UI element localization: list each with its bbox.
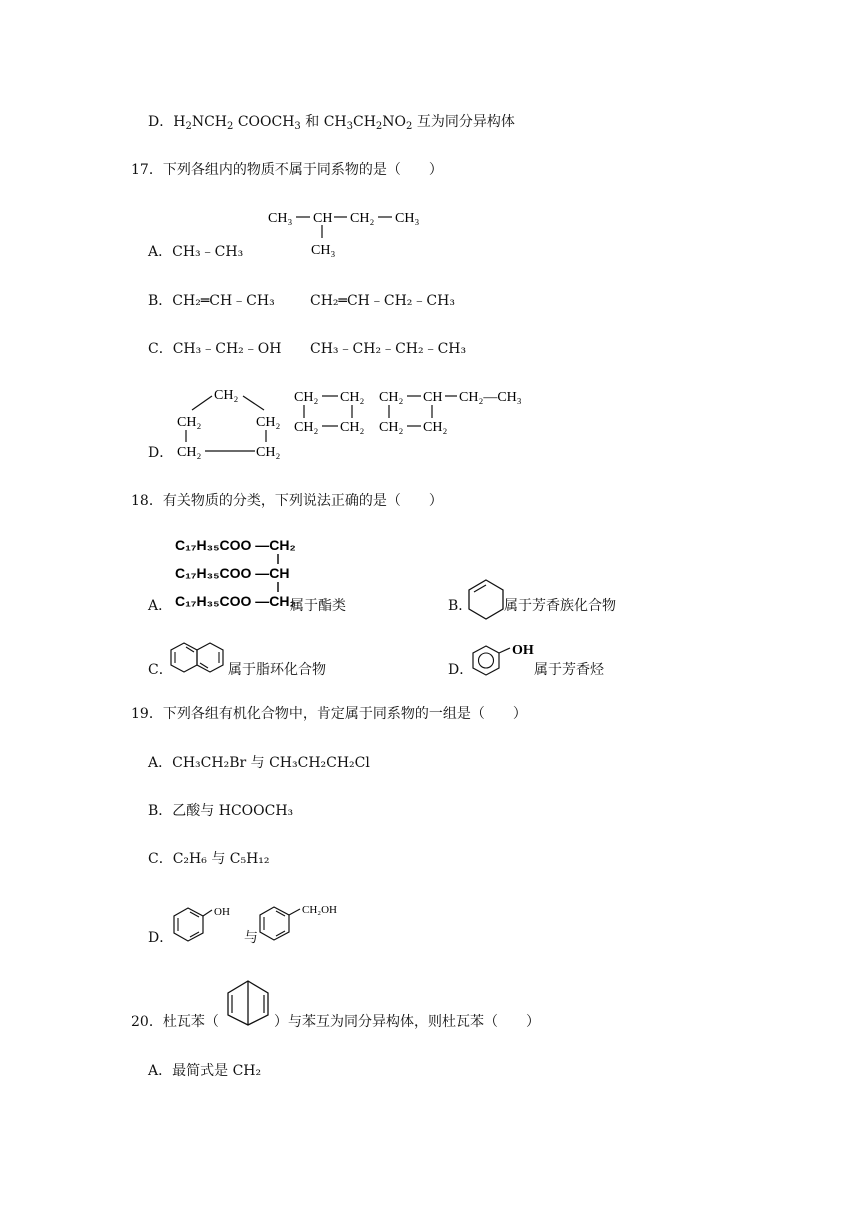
atom: CH₂	[350, 211, 375, 226]
atom: CH₂	[177, 445, 202, 460]
q17-option-b-second: CH₂═CH﹣CH₂﹣CH₃	[310, 293, 455, 309]
q17-option-b: B．CH₂═CH﹣CH₃	[148, 293, 275, 309]
q18-option-a-label: A．	[148, 598, 173, 614]
atom: OH	[214, 906, 230, 918]
option-label: D．	[148, 114, 174, 130]
q17-optA-structure	[265, 204, 435, 258]
cyclopentane-structure	[172, 384, 290, 464]
q18-title: 18．有关物质的分类，下列说法正确的是（ ）	[131, 493, 443, 509]
struct-line: C₁₇H₃₅COO —CH₂	[175, 537, 296, 553]
atom: CH₂	[340, 390, 365, 405]
q18-option-a-text: 属于酯类	[290, 598, 346, 614]
ethylcyclobutane-structure	[377, 386, 547, 436]
dewar-benzene-structure	[222, 977, 274, 1029]
atom: CH₂	[294, 390, 319, 405]
cyclohexene-structure	[466, 576, 506, 622]
atom: CH₂	[294, 420, 319, 435]
q19-option-a: A．CH₃CH₂Br 与 CH₃CH₂CH₂Cl	[148, 755, 370, 771]
q17-option-a: A．CH₃﹣CH₃	[148, 244, 244, 260]
q18-option-c-label: C．	[148, 662, 173, 678]
atom: CH	[313, 211, 333, 226]
atom: CH₂—CH₃	[459, 390, 522, 405]
q18-option-b-label: B．	[448, 598, 473, 614]
q18-option-d-label: D．	[448, 662, 474, 678]
atom: CH₂	[214, 388, 239, 403]
atom: CH₂	[256, 415, 281, 430]
q16-option-d: D．$H_2NCH_2$ $COOCH_3$ 和 $CH_3CH_2NO_2$ 互为同分异构体	[148, 114, 515, 132]
q17-option-c-second: CH₃﹣CH₂﹣CH₂﹣CH₃	[310, 341, 467, 357]
q19-option-c: C．C₂H₆ 与 C₅H₁₂	[148, 851, 270, 867]
q17-title: 17．下列各组内的物质不属于同系物的是（ ）	[131, 162, 443, 178]
q19-title: 19．下列各组有机化合物中，肯定属于同系物的一组是（ ）	[131, 706, 527, 722]
benzyl-alcohol-structure	[258, 898, 344, 946]
atom: CH₂	[177, 415, 202, 430]
q19-option-b: B．乙酸与 HCOOCH₃	[148, 803, 294, 819]
triglyceride-structure	[172, 534, 302, 614]
atom: OH	[512, 643, 534, 658]
q17-option-d-label: D．	[148, 445, 174, 461]
atom: CH₂	[256, 445, 281, 460]
phenol-structure	[172, 900, 232, 948]
struct-line: C₁₇H₃₅COO —CH₂	[175, 593, 296, 609]
q18-option-d-text: 属于芳香烃	[534, 662, 604, 678]
atom: CH₂OH	[302, 904, 338, 916]
q19-option-d-connector: 与	[244, 930, 258, 946]
phenol-structure	[470, 640, 536, 680]
atom: CH₃	[268, 211, 293, 226]
cyclobutane-structure	[292, 386, 372, 436]
atom: CH₂	[340, 420, 365, 435]
q20-title-end: ）与苯互为同分异构体，则杜瓦苯（ ）	[274, 1014, 540, 1030]
q18-option-c-text: 属于脂环化合物	[228, 662, 326, 678]
q20-title-start: 20．杜瓦苯（	[131, 1014, 219, 1030]
atom: CH₂	[423, 420, 448, 435]
q17-option-c: C．CH₃﹣CH₂﹣OH	[148, 341, 282, 357]
naphthalene-structure	[168, 640, 230, 680]
atom: CH₃	[395, 211, 420, 226]
q20-option-a: A．最简式是 CH₂	[148, 1063, 262, 1079]
q19-option-d-label: D．	[148, 930, 174, 946]
atom: CH₃	[311, 243, 336, 258]
struct-line: C₁₇H₃₅COO —CH	[175, 565, 290, 581]
atom: CH₂	[379, 420, 404, 435]
atom: CH	[423, 390, 443, 405]
atom: CH₂	[379, 390, 404, 405]
q18-option-b-text: 属于芳香族化合物	[504, 598, 616, 614]
